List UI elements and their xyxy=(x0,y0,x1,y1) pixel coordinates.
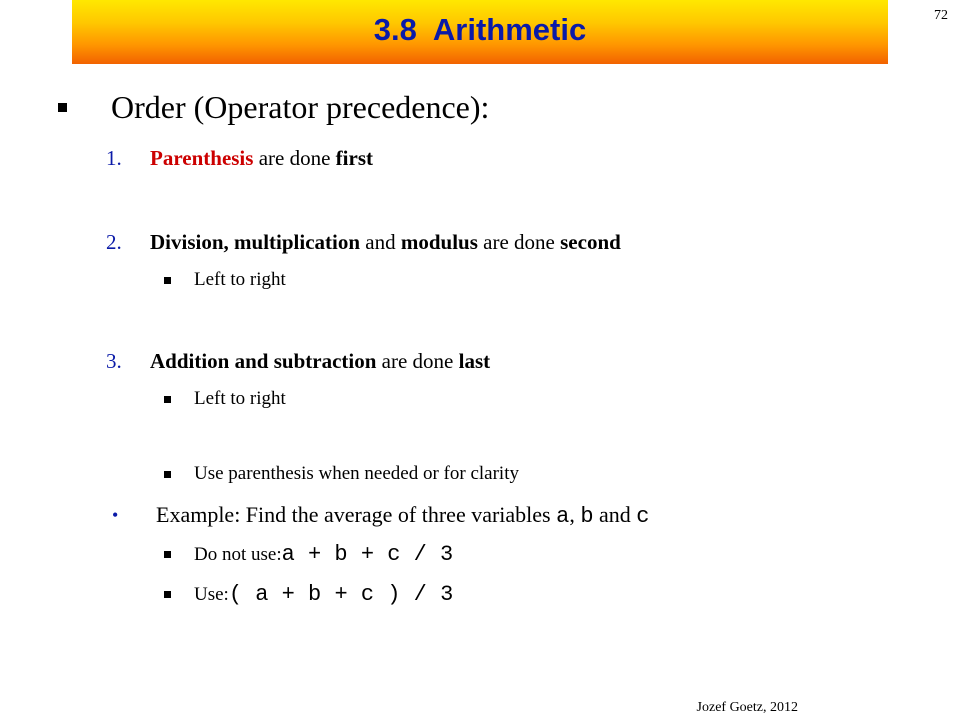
sub-item xyxy=(164,388,286,410)
square-bullet-icon xyxy=(164,551,171,558)
text-segment: , xyxy=(569,502,581,527)
round-bullet-icon: • xyxy=(112,505,119,525)
item-text xyxy=(150,146,373,171)
sub-item-text: Left to right xyxy=(194,388,286,409)
title-bar xyxy=(72,0,888,64)
variable-c: c xyxy=(636,504,650,529)
text-segment: are done xyxy=(253,146,336,170)
item-number: 1. xyxy=(106,146,122,170)
bold-term: last xyxy=(458,349,491,373)
example-text xyxy=(156,502,650,529)
square-bullet-icon xyxy=(164,396,171,403)
sub-item-dont xyxy=(164,542,453,567)
footer-credit: Jozef Goetz, 2012 xyxy=(696,700,798,715)
item-number: 3. xyxy=(106,349,122,373)
variable-b: b xyxy=(580,504,594,529)
item-text xyxy=(150,349,490,374)
text-segment: Example: Find the average of three variables xyxy=(156,502,557,527)
text-segment: are done xyxy=(477,230,561,254)
variable-a: a xyxy=(556,504,570,529)
bold-term: Division, multiplication xyxy=(150,230,361,254)
page-number: 72 xyxy=(934,8,948,23)
sub-item xyxy=(164,269,286,291)
example-line xyxy=(106,502,650,529)
square-bullet-icon xyxy=(164,471,171,478)
list-item-2 xyxy=(106,230,621,255)
code-snippet: a + b + c / 3 xyxy=(281,542,454,567)
sub-item-label: Use: xyxy=(194,583,229,605)
sub-item-clarity xyxy=(164,463,519,485)
square-bullet-icon xyxy=(164,591,171,598)
sub-item-text: Use parenthesis when needed or for clarity xyxy=(194,463,519,484)
bold-term: modulus xyxy=(400,230,478,254)
square-bullet-icon xyxy=(58,103,67,112)
bold-term: second xyxy=(560,230,621,254)
slide-title: 3.8 Arithmetic xyxy=(373,12,587,47)
list-item-3 xyxy=(106,349,490,374)
item-number: 2. xyxy=(106,230,122,254)
bold-term: first xyxy=(335,146,373,170)
sub-item-text: Left to right xyxy=(194,269,286,290)
square-bullet-icon xyxy=(164,277,171,284)
heading-text: Order (Operator precedence): xyxy=(111,89,490,125)
text-segment: and xyxy=(360,230,401,254)
bold-term: Addition and subtraction xyxy=(150,349,377,373)
red-term: Parenthesis xyxy=(150,146,254,170)
text-segment: are done xyxy=(376,349,459,373)
text-segment: and xyxy=(593,502,637,527)
item-text xyxy=(150,230,621,255)
code-snippet: ( a + b + c ) / 3 xyxy=(228,582,454,607)
sub-item-label: Do not use: xyxy=(194,543,282,565)
heading xyxy=(58,89,489,126)
sub-item-use xyxy=(164,582,453,607)
list-item-1 xyxy=(106,146,373,171)
